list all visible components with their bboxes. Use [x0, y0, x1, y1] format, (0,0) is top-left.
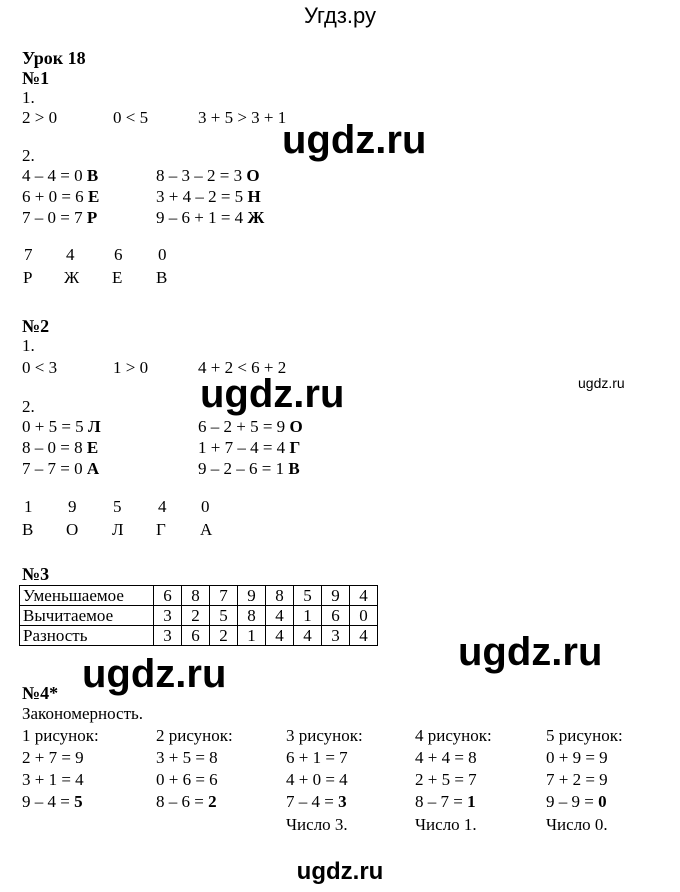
task1-part2-label: 2.: [22, 146, 35, 165]
pattern-line: 2 + 7 = 9: [22, 748, 84, 767]
table-row: [20, 606, 378, 626]
task2-part1-label: 1.: [22, 336, 35, 355]
pattern-title: 2 рисунок:: [156, 726, 233, 745]
task1-number: 6: [114, 245, 123, 264]
task2-compare-2: 1 > 0: [113, 358, 149, 377]
table-cell: 4: [350, 586, 378, 606]
watermark: ugdz.ru: [282, 118, 427, 162]
task1-equation: 4 – 4 = 0 В: [22, 166, 99, 185]
table-cell: 5: [294, 586, 322, 606]
watermark: ugdz.ru: [200, 372, 345, 416]
table-cell: 4: [294, 626, 322, 646]
task2-compare-1: 0 < 3: [22, 358, 58, 377]
table-row: [20, 586, 378, 606]
table-cell: 0: [350, 606, 378, 626]
task1-letter: Р: [23, 268, 33, 287]
task1-compare-3: 3 + 5 > 3 + 1: [198, 108, 287, 127]
pattern-line: 9 – 9 = 0: [546, 792, 607, 811]
task2-number: 9: [68, 497, 77, 516]
pattern-number: Число 0.: [546, 815, 608, 834]
table-cell: 4: [266, 626, 294, 646]
row-header: Уменьшаемое: [20, 586, 154, 606]
pattern-title: 4 рисунок:: [415, 726, 492, 745]
table-cell: 5: [210, 606, 238, 626]
table-cell: 1: [238, 626, 266, 646]
table-cell: 8: [238, 606, 266, 626]
watermark: ugdz.ru: [296, 858, 384, 885]
pattern-line: 9 – 4 = 5: [22, 792, 83, 811]
task1-part1-label: 1.: [22, 88, 35, 107]
task3-heading: №3: [22, 564, 50, 584]
task2-equation: 9 – 2 – 6 = 1 В: [198, 459, 300, 478]
site-title: Угдз.ру: [303, 3, 377, 28]
pattern-number: Число 3.: [286, 815, 348, 834]
task2-number: 1: [24, 497, 33, 516]
subtraction-table: [19, 585, 378, 646]
table-cell: 4: [266, 606, 294, 626]
task2-number: 4: [158, 497, 167, 516]
pattern-title: 1 рисунок:: [22, 726, 99, 745]
table-cell: 6: [182, 626, 210, 646]
task2-number: 5: [113, 497, 122, 516]
task1-number: 7: [24, 245, 33, 264]
pattern-line: 4 + 0 = 4: [286, 770, 348, 789]
task1-equation: 9 – 6 + 1 = 4 Ж: [156, 208, 265, 227]
task1-equation: 8 – 3 – 2 = 3 О: [156, 166, 260, 185]
pattern-line: 0 + 9 = 9: [546, 748, 608, 767]
task2-equation: 0 + 5 = 5 Л: [22, 417, 101, 436]
pattern-line: 4 + 4 = 8: [415, 748, 477, 767]
task1-letter: Е: [112, 268, 123, 287]
task2-letter: Л: [112, 520, 124, 539]
pattern-line: 3 + 1 = 4: [22, 770, 84, 789]
task2-letter: А: [200, 520, 213, 539]
pattern-title: 3 рисунок:: [286, 726, 363, 745]
task1-equation: 6 + 0 = 6 Е: [22, 187, 100, 206]
task2-equation: 1 + 7 – 4 = 4 Г: [198, 438, 301, 457]
task2-equation: 8 – 0 = 8 Е: [22, 438, 99, 457]
pattern-line: 0 + 6 = 6: [156, 770, 218, 789]
table-row: [20, 626, 378, 646]
watermark: ugdz.ru: [578, 375, 625, 391]
task1-equation: 3 + 4 – 2 = 5 Н: [156, 187, 261, 206]
task2-letter: Г: [156, 520, 166, 539]
pattern-line: 8 – 7 = 1: [415, 792, 476, 811]
pattern-number: Число 1.: [415, 815, 477, 834]
task1-number: 0: [158, 245, 167, 264]
task2-number: 0: [201, 497, 210, 516]
lesson-title: Урок 18: [22, 48, 86, 68]
row-header: Вычитаемое: [20, 606, 154, 626]
task4-heading: №4*: [22, 683, 59, 703]
task1-letter: Ж: [64, 268, 80, 287]
table-cell: 6: [322, 606, 350, 626]
task4-intro: Закономерность.: [22, 704, 144, 723]
pattern-title: 5 рисунок:: [546, 726, 623, 745]
table-cell: 9: [322, 586, 350, 606]
table-cell: 2: [182, 606, 210, 626]
task1-number: 4: [66, 245, 75, 264]
row-header: Разность: [20, 626, 154, 646]
table-cell: 1: [294, 606, 322, 626]
task1-letter: В: [156, 268, 168, 287]
task1-heading: №1: [22, 68, 50, 88]
task1-compare-2: 0 < 5: [113, 108, 149, 127]
table-cell: 3: [154, 626, 182, 646]
table-cell: 2: [210, 626, 238, 646]
task2-equation: 7 – 7 = 0 А: [22, 459, 100, 478]
table-cell: 9: [238, 586, 266, 606]
task2-part2-label: 2.: [22, 397, 35, 416]
pattern-line: 2 + 5 = 7: [415, 770, 477, 789]
table-cell: 6: [154, 586, 182, 606]
task2-compare-3: 4 + 2 < 6 + 2: [198, 358, 287, 377]
pattern-line: 3 + 5 = 8: [156, 748, 218, 767]
task2-letter: О: [66, 520, 79, 539]
task2-equation: 6 – 2 + 5 = 9 О: [198, 417, 303, 436]
watermark: ugdz.ru: [458, 630, 603, 674]
table-cell: 7: [210, 586, 238, 606]
table-cell: 3: [322, 626, 350, 646]
task1-equation: 7 – 0 = 7 Р: [22, 208, 98, 227]
table-cell: 3: [154, 606, 182, 626]
pattern-line: 8 – 6 = 2: [156, 792, 217, 811]
pattern-line: 7 – 4 = 3: [286, 792, 347, 811]
table-cell: 8: [182, 586, 210, 606]
task1-compare-1: 2 > 0: [22, 108, 58, 127]
pattern-line: 6 + 1 = 7: [286, 748, 348, 767]
task2-letter: В: [22, 520, 34, 539]
table-cell: 8: [266, 586, 294, 606]
task2-heading: №2: [22, 316, 50, 336]
table-cell: 4: [350, 626, 378, 646]
pattern-line: 7 + 2 = 9: [546, 770, 608, 789]
watermark: ugdz.ru: [82, 652, 227, 696]
